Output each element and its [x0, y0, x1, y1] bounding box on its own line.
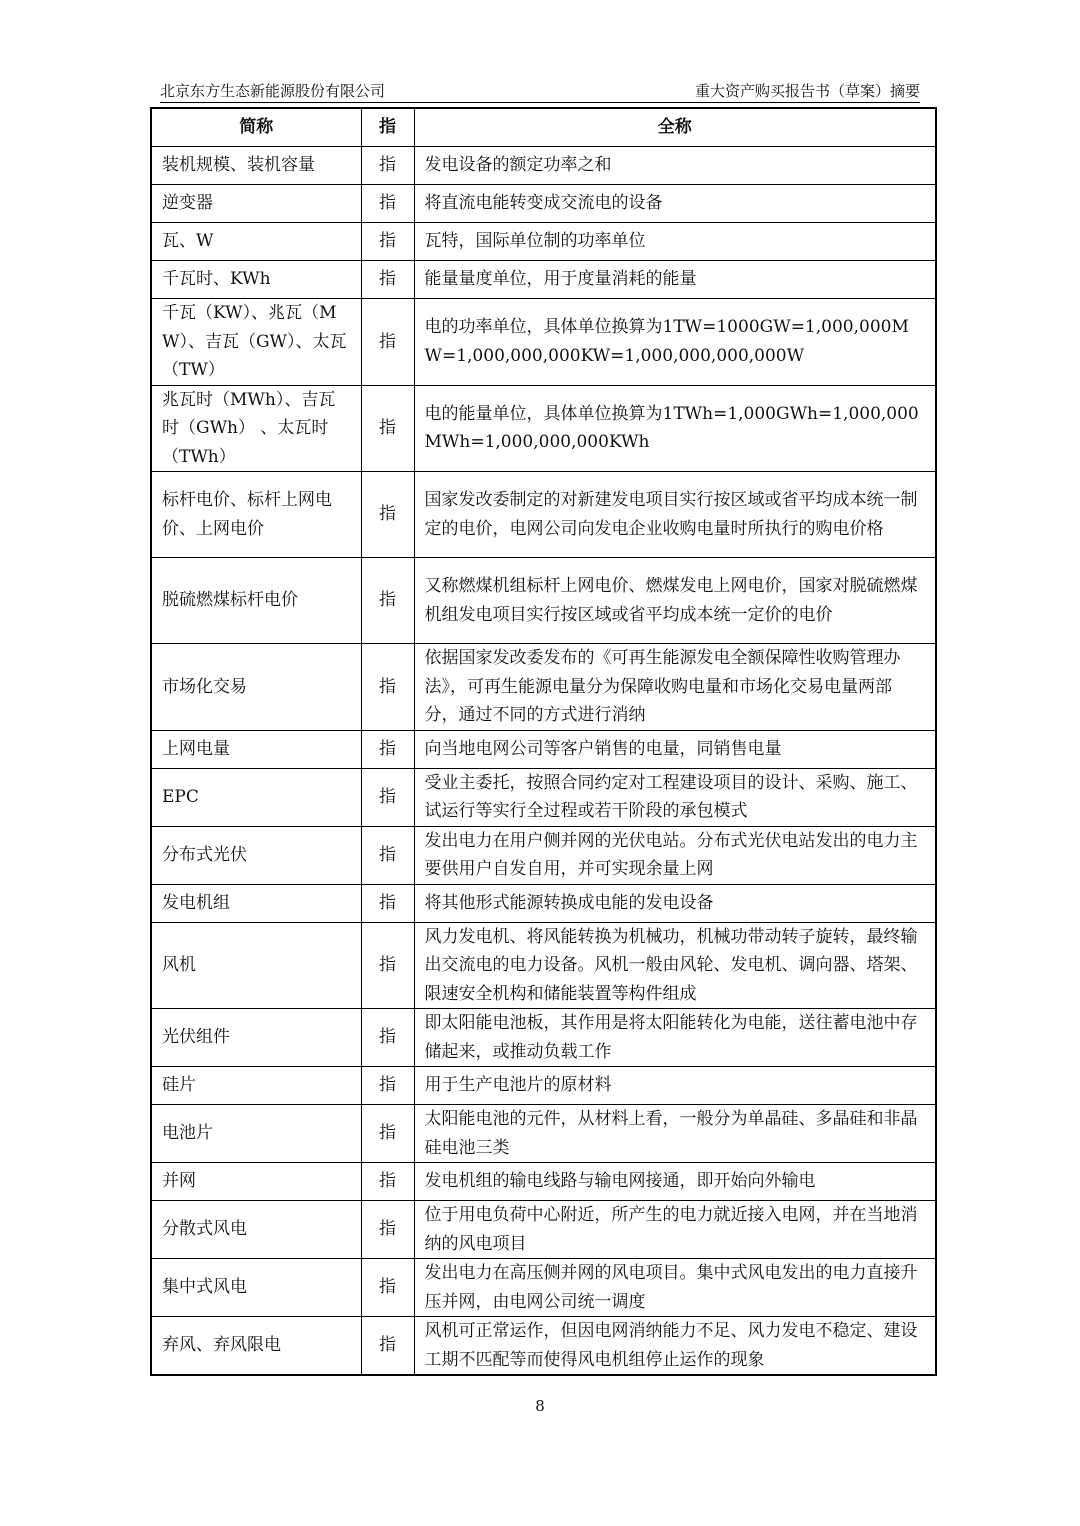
- full-cell: 发电机组的输电线路与输电网接通，即开始向外输电: [414, 1163, 936, 1201]
- glossary-table: [150, 107, 937, 1376]
- full-cell: 将直流电能转变成交流电的设备: [414, 185, 936, 223]
- ref-cell: 指: [361, 472, 414, 558]
- ref-cell: 指: [361, 730, 414, 768]
- full-cell: 发出电力在高压侧并网的风电项目。集中式风电发出的电力直接升压并网，由电网公司统一调度: [414, 1259, 936, 1317]
- ref-cell: 指: [361, 223, 414, 261]
- full-cell: 位于用电负荷中心附近，所产生的电力就近接入电网，并在当地消纳的风电项目: [414, 1201, 936, 1259]
- ref-cell: 指: [361, 1317, 414, 1376]
- table-row: [151, 826, 936, 884]
- table-row: [151, 1201, 936, 1259]
- full-cell: 风力发电机、将风能转换为机械功，机械功带动转子旋转，最终输出交流电的电力设备。风机一般由风轮、发电机、调向器、塔架、限速安全机构和储能装置等构件组成: [414, 922, 936, 1009]
- ref-cell: 指: [361, 1259, 414, 1317]
- header-company: 北京东方生态新能源股份有限公司: [160, 82, 386, 100]
- table-row: [151, 223, 936, 261]
- full-cell: 用于生产电池片的原材料: [414, 1067, 936, 1105]
- full-cell: 将其他形式能源转换成电能的发电设备: [414, 884, 936, 922]
- full-cell: 太阳能电池的元件，从材料上看，一般分为单晶硅、多晶硅和非晶硅电池三类: [414, 1105, 936, 1163]
- abbr-cell: 硅片: [151, 1067, 361, 1105]
- abbr-cell: 千瓦（KW）、兆瓦（MW）、吉瓦（GW）、太瓦（TW）: [151, 299, 361, 386]
- full-cell: 国家发改委制定的对新建发电项目实行按区域或省平均成本统一制定的电价，电网公司向发电企业收购电量时所执行的购电价格: [414, 472, 936, 558]
- abbr-cell: 脱硫燃煤标杆电价: [151, 558, 361, 644]
- abbr-cell: 瓦、W: [151, 223, 361, 261]
- ref-cell: 指: [361, 1201, 414, 1259]
- full-cell: 依据国家发改委发布的《可再生能源发电全额保障性收购管理办法》，可再生能源电量分为保障收购电量和市场化交易电量两部分，通过不同的方式进行消纳: [414, 644, 936, 731]
- table-row: [151, 1067, 936, 1105]
- table-row: [151, 922, 936, 1009]
- abbr-cell: 并网: [151, 1163, 361, 1201]
- abbr-cell: 光伏组件: [151, 1009, 361, 1067]
- header-doc-title: 重大资产购买报告书（草案）摘要: [694, 82, 920, 100]
- full-cell: 风机可正常运作，但因电网消纳能力不足、风力发电不稳定、建设工期不匹配等而使得风电机组停止运作的现象: [414, 1317, 936, 1376]
- full-cell: 又称燃煤机组标杆上网电价、燃煤发电上网电价，国家对脱硫燃煤机组发电项目实行按区域或省平均成本统一定价的电价: [414, 558, 936, 644]
- full-cell: 向当地电网公司等客户销售的电量，同销售电量: [414, 730, 936, 768]
- table-row: [151, 730, 936, 768]
- table-row: [151, 1259, 936, 1317]
- column-header-ref: 指: [361, 108, 414, 147]
- abbr-cell: 分散式风电: [151, 1201, 361, 1259]
- ref-cell: 指: [361, 922, 414, 1009]
- ref-cell: 指: [361, 147, 414, 185]
- ref-cell: 指: [361, 884, 414, 922]
- abbr-cell: 风机: [151, 922, 361, 1009]
- abbr-cell: 电池片: [151, 1105, 361, 1163]
- abbr-cell: 市场化交易: [151, 644, 361, 731]
- abbr-cell: 装机规模、装机容量: [151, 147, 361, 185]
- ref-cell: 指: [361, 644, 414, 731]
- table-row: [151, 1317, 936, 1376]
- table-header-row: [151, 108, 936, 147]
- table-row: [151, 385, 936, 472]
- ref-cell: 指: [361, 1163, 414, 1201]
- table-row: [151, 147, 936, 185]
- full-cell: 发电设备的额定功率之和: [414, 147, 936, 185]
- full-cell: 即太阳能电池板，其作用是将太阳能转化为电能，送往蓄电池中存储起来，或推动负载工作: [414, 1009, 936, 1067]
- ref-cell: 指: [361, 1105, 414, 1163]
- full-cell: 电的能量单位，具体单位换算为1TWh=1,000GWh=1,000,000MWh=1,000,000,000KWh: [414, 385, 936, 472]
- table-row: [151, 558, 936, 644]
- ref-cell: 指: [361, 558, 414, 644]
- ref-cell: 指: [361, 1009, 414, 1067]
- table-row: [151, 1163, 936, 1201]
- ref-cell: 指: [361, 299, 414, 386]
- abbr-cell: 千瓦时、KWh: [151, 261, 361, 299]
- ref-cell: 指: [361, 385, 414, 472]
- table-row: [151, 299, 936, 386]
- ref-cell: 指: [361, 185, 414, 223]
- ref-cell: 指: [361, 261, 414, 299]
- full-cell: 发出电力在用户侧并网的光伏电站。分布式光伏电站发出的电力主要供用户自发自用，并可实现余量上网: [414, 826, 936, 884]
- full-cell: 受业主委托，按照合同约定对工程建设项目的设计、采购、施工、试运行等实行全过程或若干阶段的承包模式: [414, 768, 936, 826]
- table-row: [151, 185, 936, 223]
- abbr-cell: 弃风、弃风限电: [151, 1317, 361, 1376]
- full-cell: 瓦特，国际单位制的功率单位: [414, 223, 936, 261]
- table-row: [151, 644, 936, 731]
- abbr-cell: 发电机组: [151, 884, 361, 922]
- table-row: [151, 1009, 936, 1067]
- abbr-cell: 兆瓦时（MWh）、吉瓦时（GWh） 、太瓦时（TWh）: [151, 385, 361, 472]
- abbr-cell: 上网电量: [151, 730, 361, 768]
- table-row: [151, 472, 936, 558]
- abbr-cell: EPC: [151, 768, 361, 826]
- table-row: [151, 261, 936, 299]
- page-header: [160, 78, 920, 103]
- full-cell: 能量量度单位，用于度量消耗的能量: [414, 261, 936, 299]
- ref-cell: 指: [361, 768, 414, 826]
- table-row: [151, 884, 936, 922]
- column-header-abbr: 简称: [151, 108, 361, 147]
- ref-cell: 指: [361, 1067, 414, 1105]
- abbr-cell: 集中式风电: [151, 1259, 361, 1317]
- abbr-cell: 分布式光伏: [151, 826, 361, 884]
- column-header-full: 全称: [414, 108, 936, 147]
- ref-cell: 指: [361, 826, 414, 884]
- full-cell: 电的功率单位，具体单位换算为1TW=1000GW=1,000,000MW=1,000,000,000KW=1,000,000,000,000W: [414, 299, 936, 386]
- page-number: 8: [535, 1397, 545, 1415]
- abbr-cell: 逆变器: [151, 185, 361, 223]
- table-row: [151, 768, 936, 826]
- abbr-cell: 标杆电价、标杆上网电价、上网电价: [151, 472, 361, 558]
- table-row: [151, 1105, 936, 1163]
